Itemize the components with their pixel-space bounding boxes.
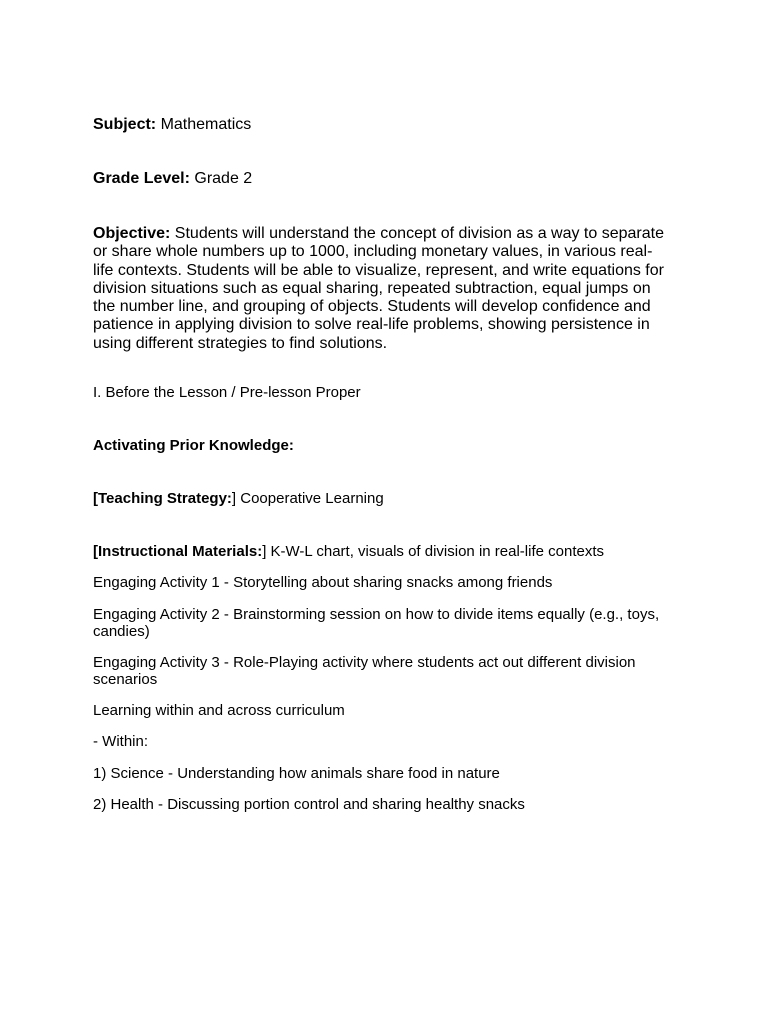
objective-paragraph: [93, 225, 668, 353]
learning-heading: Learning within and across curriculum: [93, 702, 345, 719]
activity-item-3: Engaging Activity 3 - Role-Playing activity where students act out different division scenarios: [93, 654, 636, 688]
instructional-materials-line: [93, 543, 668, 560]
activity-item-1: Engaging Activity 1 - Storytelling about sharing snacks among friends: [93, 574, 553, 591]
within-item-health: 2) Health - Discussing portion control and sharing healthy snacks: [93, 796, 525, 813]
subject-line: [93, 116, 668, 134]
teaching-strategy-value: ] Cooperative Learning: [231, 490, 384, 507]
grade-level-value: Grade 2: [189, 170, 253, 187]
teaching-strategy-line: [93, 490, 668, 507]
objective-label: Objective:: [93, 225, 171, 242]
subject-label: Subject:: [93, 116, 157, 133]
within-item-science: 1) Science - Understanding how animals share food in nature: [93, 765, 500, 782]
grade-level-label: Grade Level:: [93, 170, 190, 187]
instructional-materials-value: ] K-W-L chart, visuals of division in real-life contexts: [262, 543, 604, 560]
instructional-materials-label: [Instructional Materials:: [93, 543, 263, 560]
teaching-strategy-label: [Teaching Strategy:: [93, 490, 232, 507]
objective-text: Students will understand the concept of division as a way to separate or share whole numbers up to 1000, including monetary values, in various real-life contexts. Students will be able to visualize, represent, and write equations for division situations such as equal sharing, repeated subtraction, equal jumps on the number line, and grouping of objects. Students will develop confidence and patience in applying division to solve real-life problems, showing persistence in using different strategies to find solutions.: [93, 225, 664, 352]
activity-item-2: Engaging Activity 2 - Brainstorming session on how to divide items equally (e.g., toys, candies): [93, 606, 660, 640]
activating-prior-knowledge-heading: Activating Prior Knowledge:: [93, 437, 294, 454]
grade-level-line: [93, 170, 668, 188]
section-title: I. Before the Lesson / Pre-lesson Proper: [93, 384, 361, 401]
within-label: - Within:: [93, 733, 149, 750]
subject-value: Mathematics: [156, 116, 252, 133]
